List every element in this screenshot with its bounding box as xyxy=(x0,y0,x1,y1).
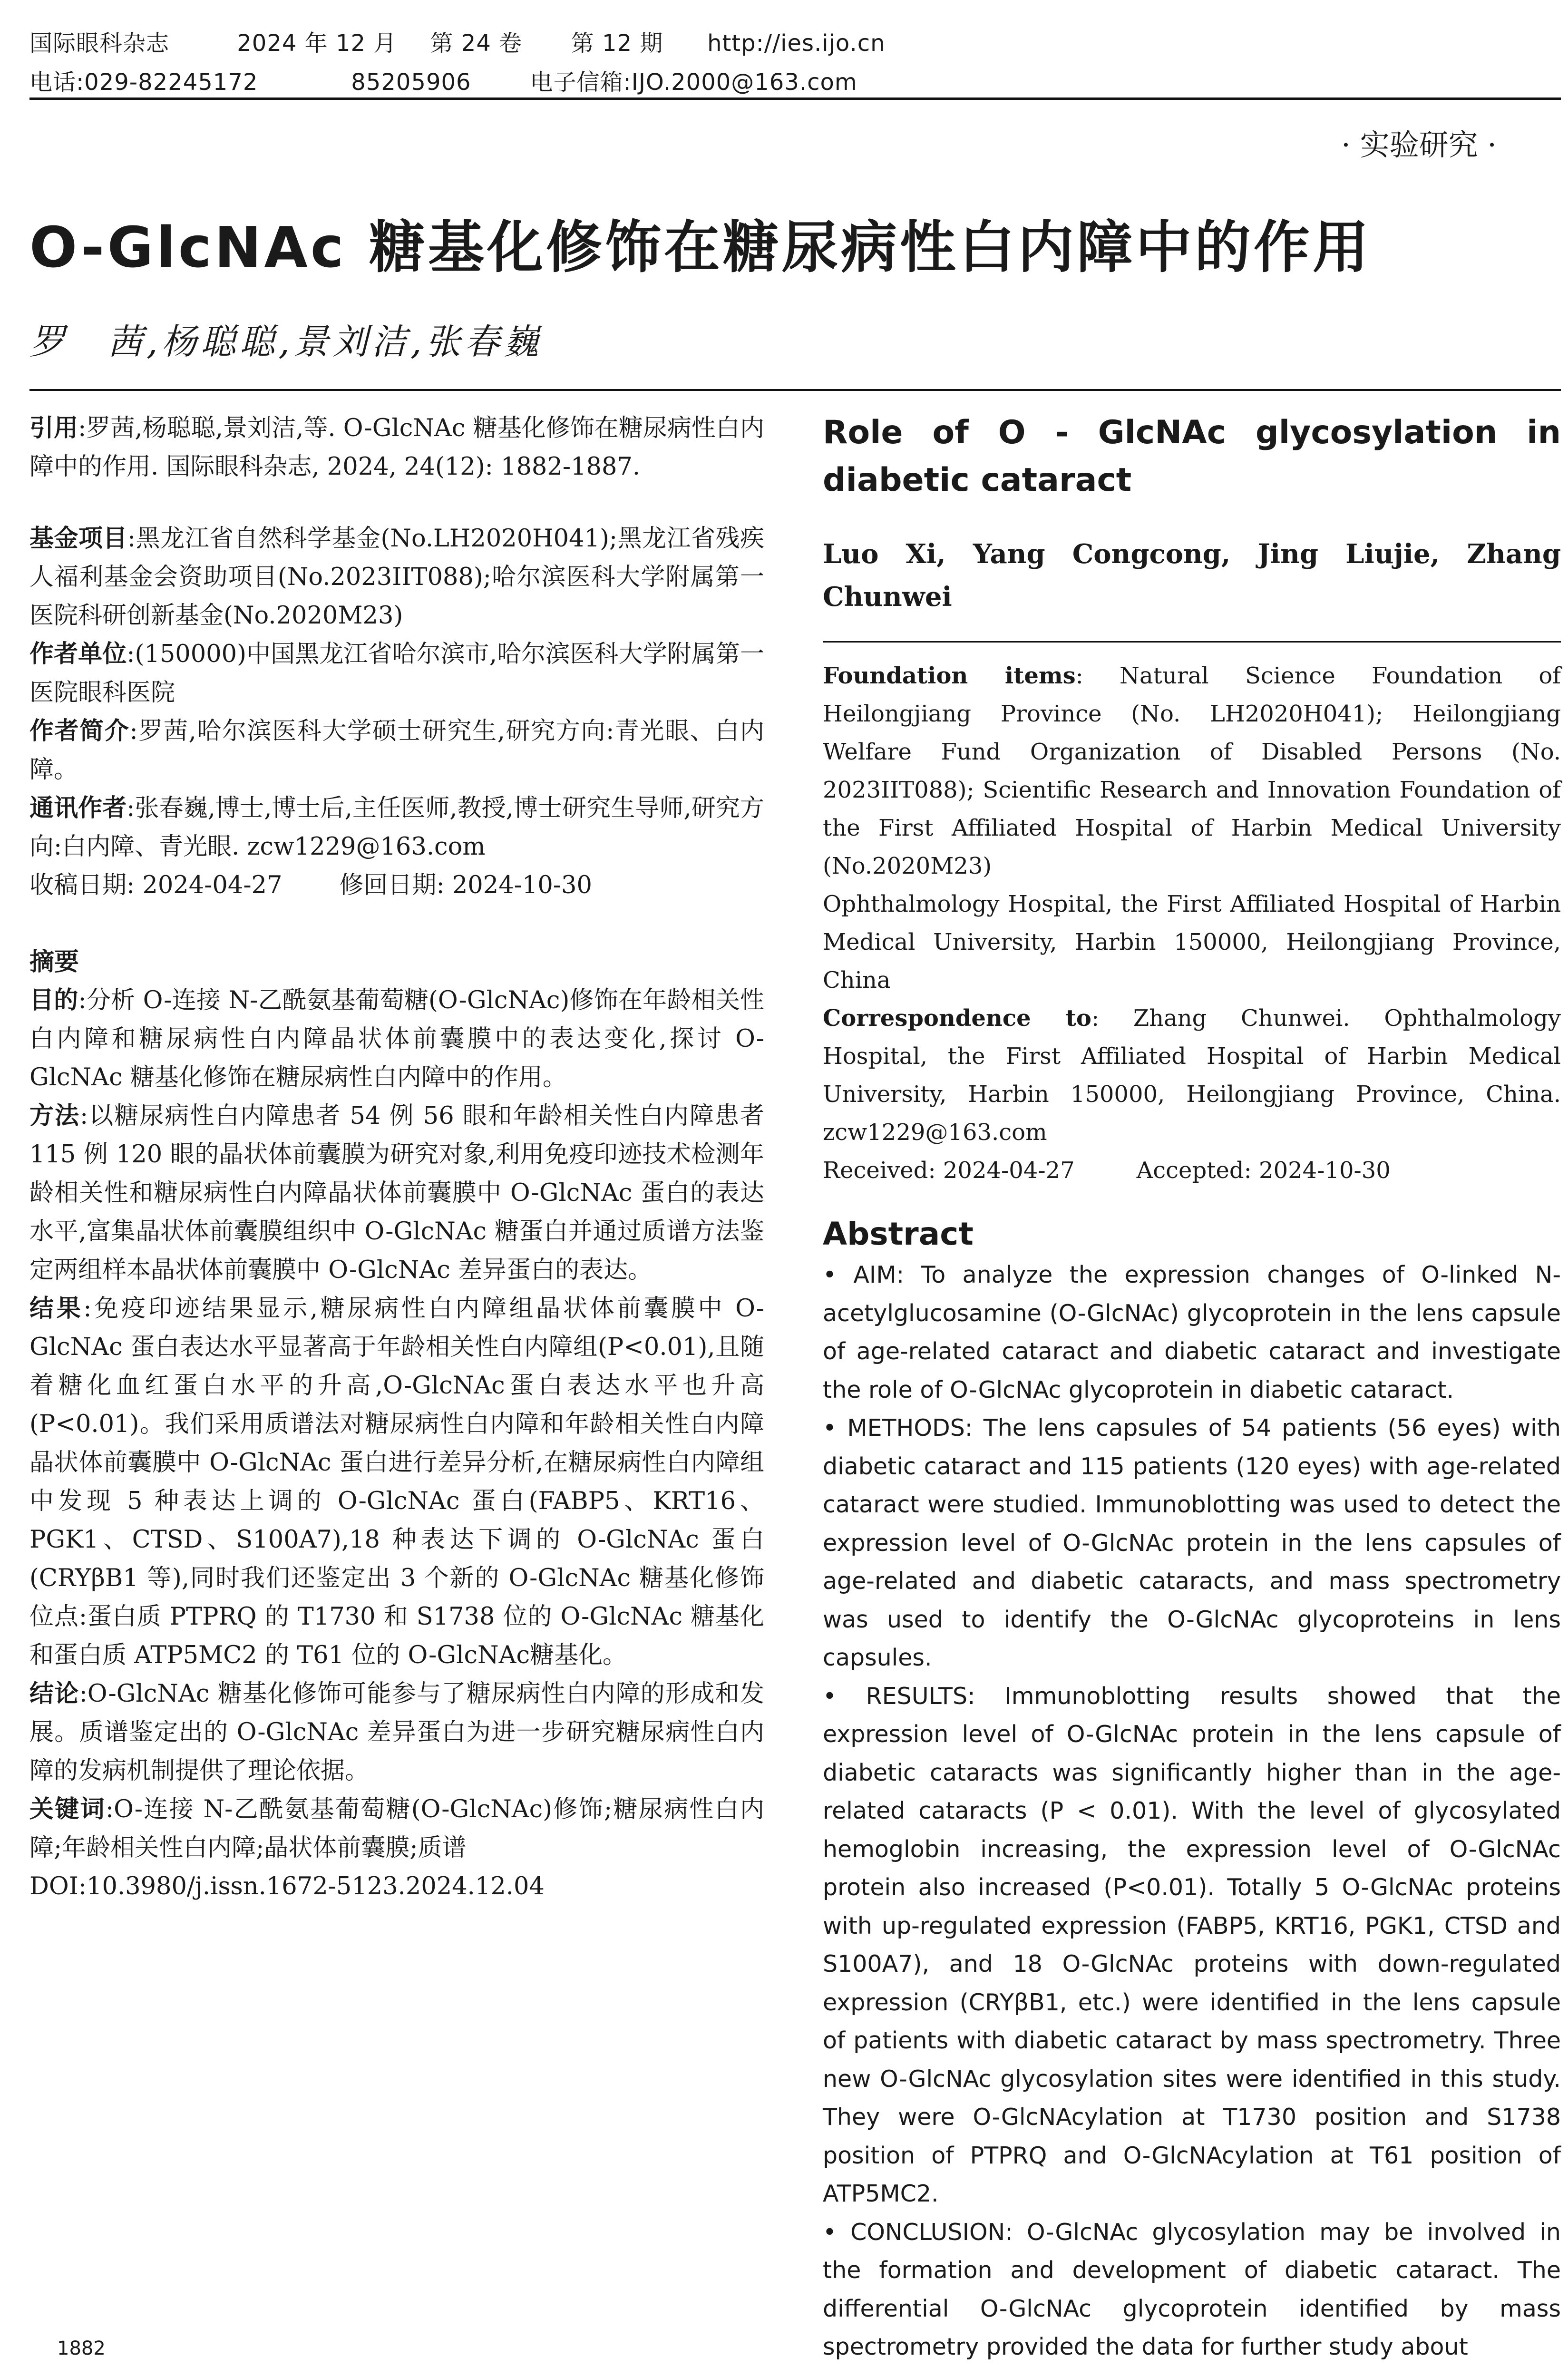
abstract-heading-zh: 摘要 xyxy=(29,948,79,976)
journal-header-line-1 xyxy=(29,25,886,58)
affiliation: Ophthalmology Hospital, the First Affiliated Hospital of Harbin Medical University, Harbin 150000, Heilongjiang Province, China xyxy=(823,891,1561,994)
abstract-heading-en: Abstract xyxy=(823,1216,974,1252)
journal-header-line-2 xyxy=(29,64,857,97)
journal-phone: 电话:029-82245172 xyxy=(29,69,258,96)
fund-info: 基金项目:黑龙江省自然科学基金(No.LH2020H041);黑龙江省残疾人福利基金会资助项目(No.2023IIT088);哈尔滨医科大学附属第一医院科研创新基金(No.2020M23) xyxy=(29,525,764,630)
keywords-zh: 关键词:O-连接 N-乙酰氨基葡萄糖(O-GlcNAc)修饰;糖尿病性白内障;年龄相关性白内障;晶状体前囊膜;质谱 xyxy=(29,1795,764,1862)
methods-zh: 方法:以糖尿病性白内障患者 54 例 56 眼和年龄相关性白内障患者 115 例 120 眼的晶状体前囊膜为研究对象,利用免疫印迹技术检测年龄相关性和糖尿病性白内障晶状体前囊膜中 O-GlcNAc 蛋白的表达水平,富集晶状体前囊膜组织中 O-GlcNAc 糖蛋白并通过质谱方法鉴定两组样本晶状体前囊膜中 O-GlcNAc 差异蛋白的表达。 xyxy=(29,1102,764,1284)
article-title: O-GlcNAc 糖基化修饰在糖尿病性白内障中的作用 xyxy=(29,214,1372,280)
author-bio: 作者简介:罗茜,哈尔滨医科大学硕士研究生,研究方向:青光眼、白内障。 xyxy=(29,717,764,784)
conclusion-en: • CONCLUSION: O-GlcNAc glycosylation may be involved in the formation and development of diabetic cataract. The differential O-GlcNAc glycoprotein identified by mass spectrometry provided the data for further study about xyxy=(823,2218,1561,2360)
dates-zh: 收稿日期: 2024-04-27 修回日期: 2024-10-30 xyxy=(29,871,592,899)
results-zh: 结果:免疫印迹结果显示,糖尿病性白内障组晶状体前囊膜中 O-GlcNAc 蛋白表达水平显著高于年龄相关性白内障组(P<0.01),且随着糖化血红蛋白水平的升高,O-GlcNAc蛋白表达水平也升高(P<0.01)。我们采用质谱法对糖尿病性白内障和年龄相关性白内障晶状体前囊膜中 O-GlcNAc 蛋白进行差异分析,在糖尿病性白内障组中发现 5 种表达上调的 O-GlcNAc 蛋白(FABP5、KRT16、PGK1、CTSD、S100A7),18 种表达下调的 O-GlcNAc 蛋白(CRYβB1 等),同时我们还鉴定出 3 个新的 O-GlcNAc 糖基化修饰位点:蛋白质 PTPRQ 的 T1730 和 S1738 位的 O-GlcNAc 糖基化和蛋白质 ATP5MC2 的 T61 位的 O-GlcNAc糖基化。 xyxy=(29,1295,764,1669)
author-unit: 作者单位:(150000)中国黑龙江省哈尔滨市,哈尔滨医科大学附属第一医院眼科医院 xyxy=(29,640,764,707)
issue: 第 12 期 xyxy=(571,30,663,57)
english-divider xyxy=(823,641,1561,643)
journal-email[interactable]: 电子信箱:IJO.2000@163.com xyxy=(530,69,857,96)
methods-en: • METHODS: The lens capsules of 54 patients (56 eyes) with diabetic cataract and 115 patients (120 eyes) with age-related cataract were studied. Immunoblotting was used to detect the expression level of O-GlcNAc protein in the lens capsules of age-related and diabetic cataracts, and mass spectrometry was used to identify the O-GlcNAc glycoproteins in lens capsules. xyxy=(823,1414,1561,1671)
chinese-column xyxy=(29,409,764,1906)
page-number: 1882 xyxy=(57,2338,106,2359)
english-column xyxy=(823,409,1561,2367)
volume: 第 24 卷 xyxy=(430,30,523,57)
title-rule xyxy=(29,389,1561,391)
results-en: • RESULTS: Immunoblotting results showed that the expression level of O-GlcNAc protein in the lens capsule of diabetic cataracts was significantly higher than in the age-related cataracts (P < 0.01). With the level of glycosylated hemoglobin increasing, the expression level of O-GlcNAc protein also increased (P<0.01). Totally 5 O-GlcNAc proteins with up-regulated expression (FABP5, KRT16, PGK1, CTSD and S100A7), and 18 O-GlcNAc proteins with down-regulated expression (CRYβB1, etc.) were identified in the lens capsule of patients with diabetic cataract by mass spectrometry. Three new O-GlcNAc glycosylation sites were identified in this study. They were O-GlcNAcylation at T1730 position and S1738 position of PTPRQ and O-GlcNAcylation at T61 position of ATP5MC2. xyxy=(823,1682,1561,2207)
citation: 引用:罗茜,杨聪聪,景刘洁,等. O-GlcNAc 糖基化修饰在糖尿病性白内障中的作用. 国际眼科杂志, 2024, 24(12): 1882-1887. xyxy=(29,414,764,481)
doi[interactable]: DOI:10.3980/j.issn.1672-5123.2024.12.04 xyxy=(29,1872,545,1900)
journal-name: 国际眼科杂志 xyxy=(29,30,170,57)
english-authors: Luo Xi, Yang Congcong, Jing Liujie, Zhang Chunwei xyxy=(823,538,1561,613)
journal-phone-2: 85205906 xyxy=(351,69,471,96)
article-authors: 罗 茜,杨聪聪,景刘洁,张春巍 xyxy=(29,321,543,362)
conclusion-zh: 结论:O-GlcNAc 糖基化修饰可能参与了糖尿病性白内障的形成和发展。质谱鉴定出的 O-GlcNAc 差异蛋白为进一步研究糖尿病性白内障的发病机制提供了理论依据。 xyxy=(29,1680,764,1785)
foundation-items: Foundation items: Natural Science Foundation of Heilongjiang Province (No. LH2020H041); Heilongjiang Welfare Fund Organization of Disabled Persons (No. 2023IIT088); Scientific Research and Innovation Foundation of the First Affiliated Hospital of Harbin Medical University (No.2020M23) xyxy=(823,662,1561,879)
aim-en: • AIM: To analyze the expression changes of O-linked N-acetylglucosamine (O-GlcNAc) glycoprotein in the lens capsule of age-related cataract and diabetic cataract and investigate the role of O-GlcNAc glycoprotein in diabetic cataract. xyxy=(823,1261,1561,1403)
dates-en: Received: 2024-04-27 Accepted: 2024-10-30 xyxy=(823,1157,1391,1184)
journal-url[interactable]: http://ies.ijo.cn xyxy=(707,30,886,57)
section-tag: · 实验研究 · xyxy=(1341,127,1497,162)
header-rule xyxy=(29,97,1561,100)
corresponding-author: 通讯作者:张春巍,博士,博士后,主任医师,教授,博士研究生导师,研究方向:白内障、青光眼. zcw1229@163.com xyxy=(29,794,764,861)
english-title: Role of O - GlcNAc glycosylation in diabetic cataract xyxy=(823,414,1561,499)
aim-zh: 目的:分析 O-连接 N-乙酰氨基葡萄糖(O-GlcNAc)修饰在年龄相关性白内障和糖尿病性白内障晶状体前囊膜中的表达变化,探讨 O-GlcNAc 糖基化修饰在糖尿病性白内障中的作用。 xyxy=(29,986,764,1091)
issue-date: 2024 年 12 月 xyxy=(237,30,397,57)
correspondence: Correspondence to: Zhang Chunwei. Ophthalmology Hospital, the First Affiliated Hospital of Harbin Medical University, Harbin 150000, Heilongjiang Province, China. zcw1229@163.com xyxy=(823,1005,1561,1146)
